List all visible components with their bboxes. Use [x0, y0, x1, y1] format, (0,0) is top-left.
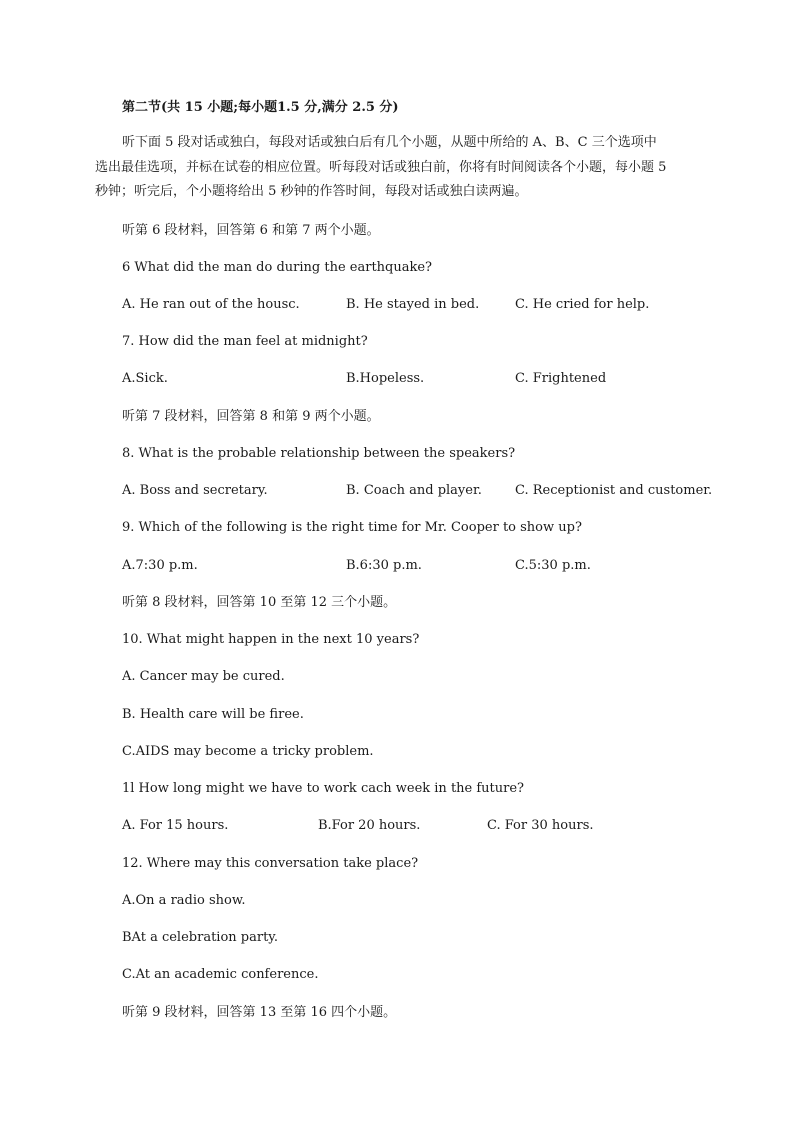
- q11-option-b: B.For 20 hours.: [318, 818, 421, 833]
- q9-option-a: A.7:30 p.m.: [122, 558, 198, 573]
- q12-option-b: BAt a celebration party.: [122, 930, 279, 945]
- section-heading: 第二节(共 15 小题;每小题1.5 分,满分 2.5 分): [122, 100, 399, 115]
- instructions-paragraph: [95, 131, 705, 205]
- q8-option-a: A. Boss and secretary.: [122, 483, 268, 498]
- q8-option-c: C. Receptionist and customer.: [515, 483, 713, 498]
- q7-option-c: C. Frightened: [515, 371, 607, 386]
- q10-option-b: B. Health care will be firee.: [122, 707, 304, 722]
- q6-option-b: B. He stayed in bed.: [346, 297, 480, 312]
- passage-9-heading: 听第 9 段材料，回答第 13 至第 16 四个小题。: [122, 1005, 397, 1020]
- q7-option-a: A.Sick.: [122, 371, 168, 386]
- q11-option-a: A. For 15 hours.: [122, 818, 229, 833]
- q7-option-b: B.Hopeless.: [346, 371, 425, 386]
- question-9: 9. Which of the following is the right time for Mr. Cooper to show up?: [122, 520, 582, 535]
- passage-8-heading: 听第 8 段材料，回答第 10 至第 12 三个小题。: [122, 595, 397, 610]
- question-7: 7. How did the man feel at midnight?: [122, 334, 368, 349]
- q10-option-a: A. Cancer may be cured.: [122, 669, 285, 684]
- instructions-line-3: 秒钟；听完后，个小题将给出 5 秒钟的作答时间，每段对话或独白读两遍。: [95, 184, 528, 199]
- passage-7-heading: 听第 7 段材料，回答第 8 和第 9 两个小题。: [122, 409, 380, 424]
- passage-6-heading: 听第 6 段材料，回答第 6 和第 7 两个小题。: [122, 223, 380, 238]
- instructions-line-1: 听下面 5 段对话或独白，每段对话或独白后有几个小题，从题中所给的 A、B、C 三个选项中: [122, 135, 657, 150]
- q12-option-c: C.At an academic conference.: [122, 967, 319, 982]
- q6-option-c: C. He cried for help.: [515, 297, 650, 312]
- question-12: 12. Where may this conversation take place?: [122, 856, 419, 871]
- question-10: 10. What might happen in the next 10 years?: [122, 632, 420, 647]
- q11-option-c: C. For 30 hours.: [487, 818, 594, 833]
- q8-option-b: B. Coach and player.: [346, 483, 482, 498]
- q9-option-c: C.5:30 p.m.: [515, 558, 591, 573]
- instructions-line-2: 选出最佳选项，并标在试卷的相应位置。听每段对话或独白前，你将有时间阅读各个小题，每小题 5: [95, 159, 667, 175]
- q10-option-c: C.AIDS may become a tricky problem.: [122, 744, 374, 759]
- question-6: 6 What did the man do during the earthquake?: [122, 260, 433, 275]
- question-11: 1l How long might we have to work cach week in the future?: [122, 781, 525, 796]
- q9-option-b: B.6:30 p.m.: [346, 558, 422, 573]
- q6-option-a: A. He ran out of the housc.: [122, 297, 300, 312]
- question-8: 8. What is the probable relationship between the speakers?: [122, 446, 516, 461]
- q12-option-a: A.On a radio show.: [122, 893, 246, 908]
